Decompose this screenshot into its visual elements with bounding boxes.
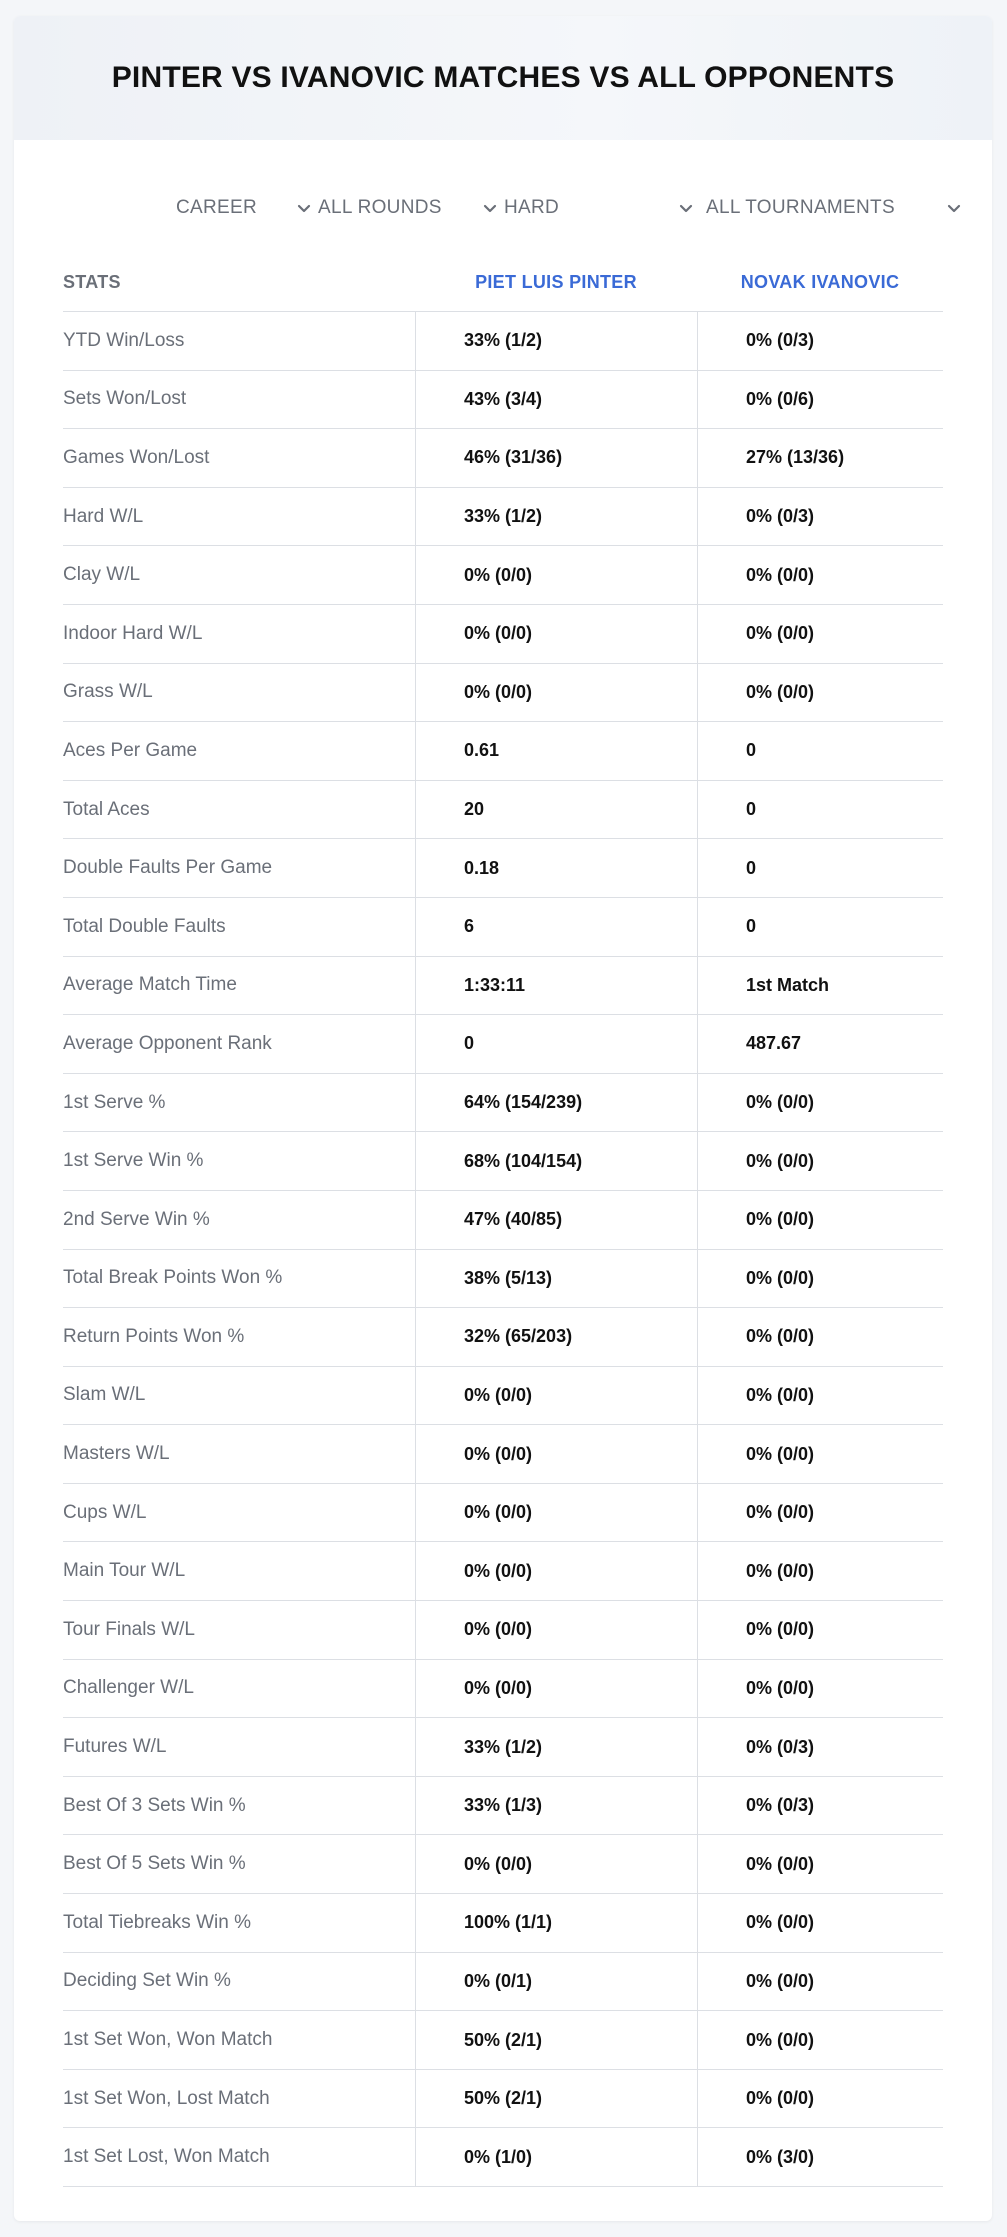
table-row (63, 1308, 943, 1367)
player1-stat-value: 0% (0/0) (415, 605, 697, 663)
player1-stat-value: 0% (0/0) (415, 546, 697, 604)
tournaments-select[interactable] (706, 188, 962, 228)
player1-stat-value: 0% (0/0) (415, 1660, 697, 1718)
player1-stat-value: 0% (1/0) (415, 2128, 697, 2186)
player1-stat-value: 6 (415, 898, 697, 956)
player1-stat-value: 0% (0/0) (415, 1835, 697, 1893)
player2-stat-value: 0% (0/0) (697, 2070, 943, 2128)
player1-stat-value: 0% (0/0) (415, 1425, 697, 1483)
player1-stat-value: 0% (0/1) (415, 1953, 697, 2011)
table-row (63, 1484, 943, 1543)
player1-stat-value: 46% (31/36) (415, 429, 697, 487)
player1-stat-value: 68% (104/154) (415, 1132, 697, 1190)
table-row (63, 1074, 943, 1133)
player1-stat-value: 0% (0/0) (415, 1484, 697, 1542)
table-row (63, 1191, 943, 1250)
stat-label: 1st Set Won, Won Match (63, 2029, 273, 2051)
table-header (63, 254, 943, 312)
table-row (63, 781, 943, 840)
player2-stat-value: 0% (0/0) (697, 1484, 943, 1542)
table-row (63, 1601, 943, 1660)
table-row (63, 429, 943, 488)
player2-stat-value: 0% (0/0) (697, 1367, 943, 1425)
player2-stat-value: 0 (697, 839, 943, 897)
table-row (63, 1250, 943, 1309)
player2-stat-value: 0% (0/0) (697, 1132, 943, 1190)
player2-stat-value: 0% (0/0) (697, 1250, 943, 1308)
stats-card (14, 16, 992, 2221)
player2-stat-value: 27% (13/36) (697, 429, 943, 487)
table-row (63, 1015, 943, 1074)
stats-table (63, 254, 943, 2187)
table-row (63, 2011, 943, 2070)
stat-label: Masters W/L (63, 1443, 170, 1465)
player1-stat-value: 50% (2/1) (415, 2011, 697, 2069)
career-select[interactable] (176, 188, 312, 228)
stat-label: YTD Win/Loss (63, 329, 185, 351)
table-row (63, 1718, 943, 1777)
player1-stat-value: 33% (1/3) (415, 1777, 697, 1835)
table-row (63, 1542, 943, 1601)
stat-label: Tour Finals W/L (63, 1618, 195, 1640)
stat-label: Total Break Points Won % (63, 1267, 283, 1289)
stat-label: Best Of 3 Sets Win % (63, 1794, 246, 1816)
player2-stat-value: 487.67 (697, 1015, 943, 1073)
player1-stat-value: 0% (0/0) (415, 1367, 697, 1425)
player2-stat-value: 0% (0/6) (697, 371, 943, 429)
player1-stat-value: 43% (3/4) (415, 371, 697, 429)
stat-label: Sets Won/Lost (63, 388, 187, 410)
table-row (63, 898, 943, 957)
player1-stat-value: 0% (0/0) (415, 1601, 697, 1659)
player2-stat-value: 0% (0/0) (697, 546, 943, 604)
card-header (14, 16, 992, 140)
table-row (63, 1132, 943, 1191)
table-row (63, 664, 943, 723)
table-body (63, 312, 943, 2187)
stat-label: Clay W/L (63, 564, 141, 586)
player1-stat-value: 0 (415, 1015, 697, 1073)
player2-stat-value: 0% (0/0) (697, 605, 943, 663)
table-row (63, 1953, 943, 2012)
stat-label: 1st Set Won, Lost Match (63, 2087, 270, 2109)
table-row (63, 488, 943, 547)
player1-stat-value: 33% (1/2) (415, 312, 697, 370)
stat-label: Return Points Won % (63, 1325, 245, 1347)
stat-label: 1st Serve Win % (63, 1150, 204, 1172)
table-row (63, 2070, 943, 2129)
stat-label: Double Faults Per Game (63, 857, 273, 879)
table-row (63, 1835, 943, 1894)
player2-stat-value: 0% (0/3) (697, 312, 943, 370)
player2-stat-value: 0% (0/0) (697, 1660, 943, 1718)
stat-label: Total Tiebreaks Win % (63, 1911, 251, 1933)
tournaments-select-value: ALL TOURNAMENTS (706, 197, 895, 218)
player2-stat-value: 0% (0/0) (697, 1953, 943, 2011)
player2-stat-value: 0 (697, 781, 943, 839)
table-row (63, 312, 943, 371)
player1-stat-value: 20 (415, 781, 697, 839)
player2-stat-value: 0% (0/0) (697, 1074, 943, 1132)
player1-stat-value: 47% (40/85) (415, 1191, 697, 1249)
stat-label: Best Of 5 Sets Win % (63, 1853, 246, 1875)
rounds-select[interactable] (318, 188, 498, 228)
stat-label: Slam W/L (63, 1384, 146, 1406)
stat-label: Challenger W/L (63, 1677, 194, 1699)
player2-stat-value: 0% (0/0) (697, 1425, 943, 1483)
player2-stat-value: 0% (0/0) (697, 1601, 943, 1659)
player2-stat-value: 0% (0/0) (697, 1835, 943, 1893)
stats-column-header: STATS (63, 272, 121, 292)
player1-stat-value: 64% (154/239) (415, 1074, 697, 1132)
player2-stat-value: 0% (3/0) (697, 2128, 943, 2186)
player1-stat-value: 50% (2/1) (415, 2070, 697, 2128)
stat-label: Futures W/L (63, 1736, 167, 1758)
player1-stat-value: 100% (1/1) (415, 1894, 697, 1952)
table-row (63, 957, 943, 1016)
stat-label: Games Won/Lost (63, 446, 210, 468)
table-row (63, 2128, 943, 2187)
stat-label: 1st Set Lost, Won Match (63, 2146, 270, 2168)
player2-stat-value: 0% (0/0) (697, 1308, 943, 1366)
chevron-down-icon (482, 200, 498, 216)
player2-stat-value: 0% (0/3) (697, 1777, 943, 1835)
career-select-value: CAREER (176, 197, 257, 218)
stat-label: Hard W/L (63, 505, 144, 527)
filter-bar (14, 188, 992, 228)
player2-stat-value: 0% (0/0) (697, 1894, 943, 1952)
player2-column-header[interactable]: NOVAK IVANOVIC (740, 272, 900, 292)
player2-stat-value: 0% (0/0) (697, 2011, 943, 2069)
player2-stat-value: 0% (0/3) (697, 1718, 943, 1776)
table-row (63, 1894, 943, 1953)
stat-label: Average Opponent Rank (63, 1032, 272, 1054)
table-row (63, 1660, 943, 1719)
player2-stat-value: 0% (0/0) (697, 1542, 943, 1600)
player1-stat-value: 0% (0/0) (415, 1542, 697, 1600)
player1-stat-value: 0% (0/0) (415, 664, 697, 722)
player1-stat-value: 0.18 (415, 839, 697, 897)
player2-stat-value: 0 (697, 898, 943, 956)
stat-label: Grass W/L (63, 681, 153, 703)
player1-stat-value: 33% (1/2) (415, 488, 697, 546)
rounds-select-value: ALL ROUNDS (318, 197, 442, 218)
table-row (63, 605, 943, 664)
chevron-down-icon (678, 200, 694, 216)
chevron-down-icon (946, 200, 962, 216)
table-row (63, 1425, 943, 1484)
player1-stat-value: 0.61 (415, 722, 697, 780)
stat-label: Total Aces (63, 798, 150, 820)
stat-label: Deciding Set Win % (63, 1970, 231, 1992)
stat-label: Average Match Time (63, 974, 237, 996)
player2-stat-value: 0% (0/3) (697, 488, 943, 546)
stat-label: 2nd Serve Win % (63, 1208, 210, 1230)
stat-label: Indoor Hard W/L (63, 622, 203, 644)
stat-label: Main Tour W/L (63, 1560, 186, 1582)
player2-stat-value: 0% (0/0) (697, 664, 943, 722)
chevron-down-icon (296, 200, 312, 216)
player1-stat-value: 32% (65/203) (415, 1308, 697, 1366)
stat-label: 1st Serve % (63, 1091, 166, 1113)
table-row (63, 371, 943, 430)
page-title: PINTER VS IVANOVIC MATCHES VS ALL OPPONENTS (111, 61, 895, 94)
table-row (63, 546, 943, 605)
player2-stat-value: 1st Match (697, 957, 943, 1015)
surface-select-value: HARD (504, 197, 560, 218)
table-row (63, 722, 943, 781)
stat-label: Aces Per Game (63, 739, 198, 761)
player1-stat-value: 38% (5/13) (415, 1250, 697, 1308)
player1-column-header[interactable]: PIET LUIS PINTER (475, 272, 637, 292)
surface-select[interactable] (504, 188, 694, 228)
player1-stat-value: 33% (1/2) (415, 1718, 697, 1776)
stat-label: Cups W/L (63, 1501, 147, 1523)
stat-label: Total Double Faults (63, 915, 226, 937)
player2-stat-value: 0% (0/0) (697, 1191, 943, 1249)
table-row (63, 839, 943, 898)
table-row (63, 1367, 943, 1426)
table-row (63, 1777, 943, 1836)
player1-stat-value: 1:33:11 (415, 957, 697, 1015)
player2-stat-value: 0 (697, 722, 943, 780)
